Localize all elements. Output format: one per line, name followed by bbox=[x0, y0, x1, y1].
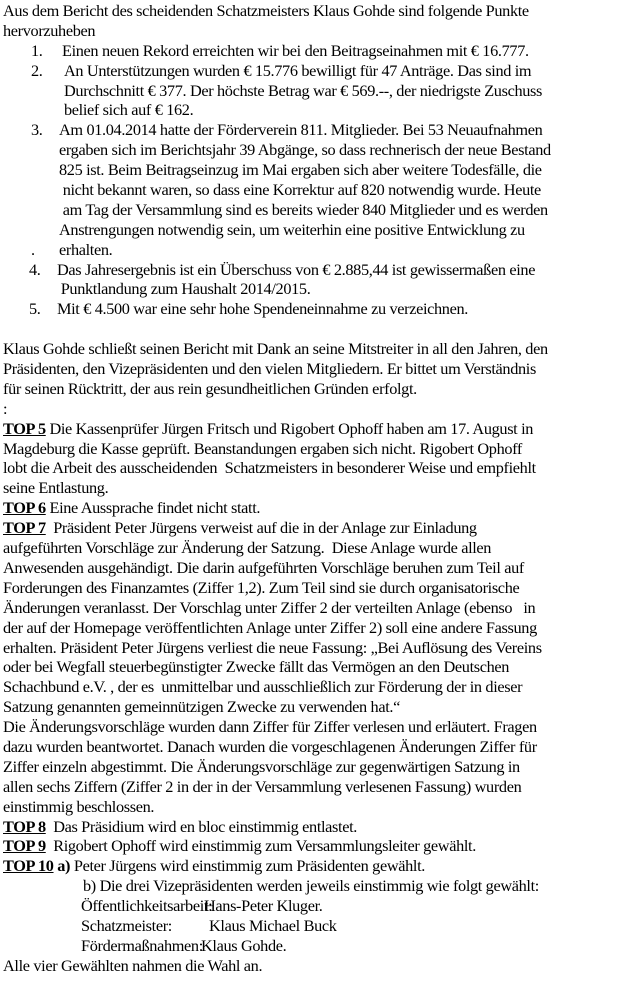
agenda-top-10 bbox=[3, 856, 631, 975]
agenda-text: Die Kassenprüfer Jürgen Fritsch und Rigobert Ophoff haben am 17. August in bbox=[45, 418, 534, 438]
report-item-5 bbox=[3, 299, 631, 319]
agenda-text: aufgeführten Vorschläge zur Änderung der Satzung. Diese Anlage wurde allen bbox=[3, 538, 492, 558]
agenda-text: Präsident Peter Jürgens verweist auf die in der Anlage zur Einladung bbox=[45, 518, 477, 538]
list-item-text: Am 01.04.2014 hatte der Förderverein 811. Mitglieder. Bei 53 Neuaufnahmen bbox=[59, 120, 543, 140]
vice-president-row bbox=[3, 916, 631, 936]
list-item-text: belief sich auf € 162. bbox=[64, 100, 194, 120]
agenda-text: allen sechs Ziffern (Ziffer 2 in der in der Versammlung verlesenen Fassung) wurden bbox=[3, 776, 522, 796]
agenda-text: Satzung genannten gemeinnützigen Zwecke zu verwenden hat.“ bbox=[3, 697, 400, 717]
report-item-2 bbox=[3, 61, 631, 121]
list-item-text: Mit € 4.500 war eine sehr hohe Spendeneinnahme zu verzeichnen. bbox=[57, 299, 468, 319]
list-item-text: Durchschnitt € 377. Der höchste Betrag war € 569.--, der niedrigste Zuschuss bbox=[64, 80, 542, 100]
report-closing-line: Präsidenten, den Vizepräsidenten und den vielen Mitgliedern. Er bittet um Verständnis bbox=[3, 359, 536, 379]
subitem-marker-a: a) bbox=[57, 856, 71, 876]
agenda-top-9 bbox=[3, 836, 631, 856]
vice-president-role: Schatzmeister: bbox=[81, 915, 172, 935]
agenda-text: dazu wurden beantwortet. Danach wurden die vorgeschlagenen Änderungen Ziffer für bbox=[3, 736, 537, 756]
list-number: 1. bbox=[31, 40, 43, 60]
list-item-text: Einen neuen Rekord erreichten wir bei den Beitragseinahmen mit € 16.777. bbox=[62, 40, 529, 60]
list-item-text: Punktlandung zum Haushalt 2014/2015. bbox=[57, 279, 311, 299]
list-item-text: erhalten. bbox=[59, 239, 113, 259]
agenda-text: Rigobert Ophoff wird einstimmig zum Versammlungsleiter gewählt. bbox=[45, 836, 476, 856]
agenda-label: TOP 7 bbox=[3, 518, 46, 538]
list-number: 3. bbox=[31, 120, 43, 140]
vice-president-row bbox=[3, 936, 631, 956]
report-item-4 bbox=[3, 260, 631, 300]
agenda-text: Ziffer einzeln abgestimmt. Die Änderungsvorschläge zur gegenwärtigen Satzung in bbox=[3, 756, 520, 776]
agenda-text: Anwesenden ausgehändigt. Die darin aufgeführten Vorschläge beruhen zum Teil auf bbox=[3, 557, 524, 577]
vice-president-row bbox=[3, 896, 631, 916]
agenda-text: Eine Aussprache findet nicht statt. bbox=[45, 498, 261, 518]
agenda-text: b) Die drei Vizepräsidenten werden jeweils einstimmig wie folgt gewählt: bbox=[83, 876, 539, 896]
agenda-text: Die Änderungsvorschläge wurden dann Ziffer für Ziffer verlesen und erläutert. Fragen bbox=[3, 717, 537, 737]
report-intro-line: Aus dem Bericht des scheidenden Schatzmeisters Klaus Gohde sind folgende Punkte bbox=[3, 1, 529, 20]
list-item-text: ergaben sich im Berichtsjahr 39 Abgänge, so dass rechnerisch der neue Bestand bbox=[59, 140, 551, 160]
agenda-closing-text: Alle vier Gewählten nahmen die Wahl an. bbox=[3, 955, 263, 975]
list-number: 5. bbox=[29, 299, 41, 319]
agenda-text: oder bei Wegfall steuerbegünstigter Zwecke fällt das Vermögen an den Deutschen bbox=[3, 657, 510, 677]
agenda-top-6 bbox=[3, 498, 631, 518]
report-item-3 bbox=[3, 120, 631, 259]
agenda-label: TOP 9 bbox=[3, 836, 46, 856]
stray-dot-marker: . bbox=[31, 239, 35, 259]
report-closing-line: für seinen Rücktritt, der aus rein gesundheitlichen Gründen erfolgt. bbox=[3, 378, 417, 398]
agenda-text: Peter Jürgens wird einstimmig zum Präsidenten gewählt. bbox=[70, 856, 425, 876]
list-item-text: 825 ist. Beim Beitragseinzug im Mai ergaben sich aber weitere Todesfälle, die bbox=[59, 160, 542, 180]
agenda-label: TOP 10 bbox=[3, 856, 54, 876]
agenda-label: TOP 6 bbox=[3, 498, 46, 518]
vice-president-name: Klaus Michael Buck bbox=[209, 915, 337, 935]
agenda-top-5 bbox=[3, 419, 631, 499]
agenda-text: erhalten. Präsident Peter Jürgens verliest die neue Fassung: „Bei Auflösung des Vereins bbox=[3, 637, 542, 657]
agenda-text: lobt die Arbeit des ausscheidenden Schatzmeisters in besonderer Weise und empfiehlt bbox=[3, 458, 536, 478]
vice-president-name: Hans-Peter Kluger. bbox=[204, 896, 323, 916]
list-item-text: Das Jahresergebnis ist ein Überschuss von € 2.885,44 ist gewissermaßen eine bbox=[57, 259, 536, 279]
agenda-top-7 bbox=[3, 518, 631, 816]
report-item-1 bbox=[3, 41, 631, 61]
agenda-text: seine Entlastung. bbox=[3, 478, 109, 498]
agenda-text: Das Präsidium wird en bloc einstimmig entlastet. bbox=[45, 816, 357, 836]
list-item-text: An Unterstützungen wurden € 15.776 bewilligt für 47 Anträge. Das sind im bbox=[64, 60, 532, 80]
agenda-text: Forderungen des Finanzamtes (Ziffer 1,2). Zum Teil sind sie durch organisatorische bbox=[3, 577, 520, 597]
agenda-label: TOP 5 bbox=[3, 418, 46, 438]
agenda-text: Schachbund e.V. , der es unmittelbar und ausschließlich zur Förderung der in dieser bbox=[3, 677, 523, 697]
vice-president-role: Öffentlichkeitsarbeit: bbox=[81, 896, 213, 916]
agenda-text: einstimmig beschlossen. bbox=[3, 796, 155, 816]
list-item-text: Anstrengungen notwendig sein, um weiterhin eine positive Entwicklung zu bbox=[59, 219, 525, 239]
vice-president-list bbox=[3, 896, 631, 956]
list-number: 4. bbox=[29, 259, 41, 279]
agenda-label: TOP 8 bbox=[3, 816, 46, 836]
list-item-text: nicht bekannt waren, so dass eine Korrektur auf 820 notwendig wurde. Heute bbox=[59, 180, 541, 200]
list-item-text: am Tag der Versammlung sind es bereits wieder 840 Mitglieder und es werden bbox=[59, 199, 548, 219]
agenda-text: Änderungen veranlasst. Der Vorschlag unter Ziffer 2 der verteilten Anlage (ebenso in bbox=[3, 597, 536, 617]
list-number: 2. bbox=[31, 60, 43, 80]
agenda-top-8 bbox=[3, 817, 631, 837]
report-intro-line: hervorzuheben bbox=[3, 20, 96, 40]
agenda-text: Magdeburg die Kasse geprüft. Beanstandungen ergaben sich nicht. Rigobert Ophoff bbox=[3, 438, 522, 458]
report-closing-line: : bbox=[3, 398, 8, 418]
report-closing-line: Klaus Gohde schließt seinen Bericht mit Dank an seine Mitstreiter in all den Jahren, den bbox=[3, 339, 548, 359]
blank-line bbox=[3, 319, 631, 339]
vice-president-name: Klaus Gohde. bbox=[201, 935, 287, 955]
agenda-text: der auf der Homepage veröffentlichten Anlage unter Ziffer 2) soll eine andere Fassung bbox=[3, 617, 537, 637]
vice-president-role: Fördermaßnahmen: bbox=[81, 935, 203, 955]
